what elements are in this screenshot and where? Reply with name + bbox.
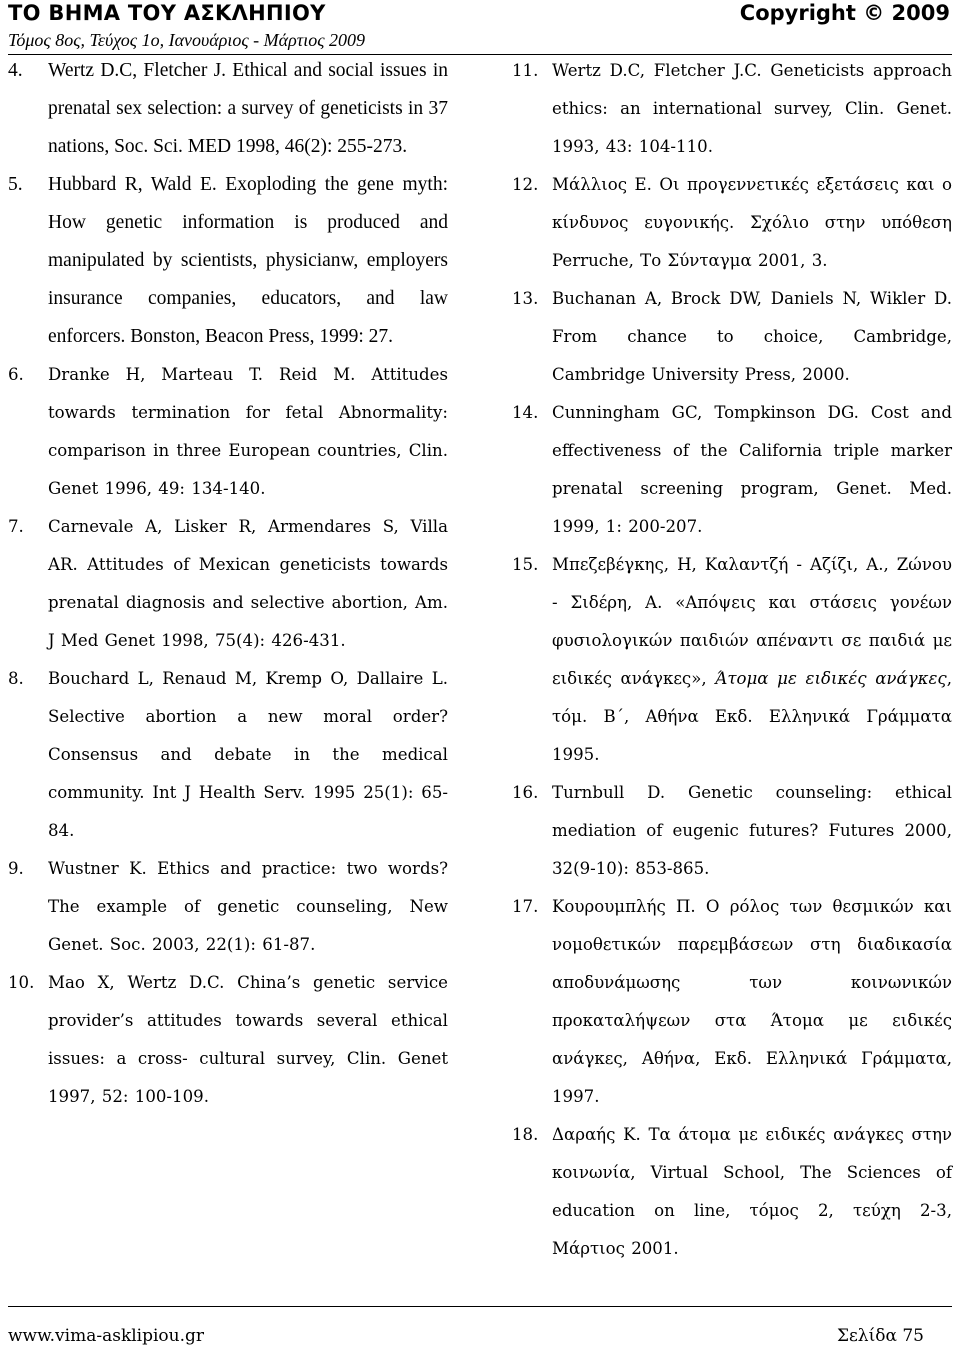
journal-title: ΤΟ ΒΗΜΑ ΤΟΥ ΑΣΚΛΗΠΙΟΥ <box>8 1 326 25</box>
reference-text-part: Μπεζεβέγκης, Η, Καλαντζή - Αζίζι, Α., Ζώνου - Σιδέρη, Α. «Απόψεις και στάσεις γονέων φυσιολογικών παιδιών απέναντι σε παιδιά με ειδικές ανάγκες», <box>552 555 952 688</box>
reference-item <box>512 888 952 1116</box>
reference-text: Δαραής Κ. Τα άτομα με ειδικές ανάγκες στην κοινωνία, Virtual School, The Sciences of education on line, τόμος 2, τεύχη 2-3, Μάρτιος 2001. <box>552 1125 952 1258</box>
reference-item <box>512 1116 952 1268</box>
reference-number: 5. <box>8 174 23 195</box>
footer-page-number: Σελίδα 75 <box>836 1326 924 1346</box>
reference-item <box>512 52 952 166</box>
reference-number: 16. <box>512 783 539 802</box>
reference-text: Κουρουμπλής Π. Ο ρόλος των θεσμικών και νομοθετικών παρεμβάσεων στη διαδικασία αποδυνάμωσης των κοινωνικών προκαταλήψεων στα Άτομα με ειδικές ανάγκες, Αθήνα, Εκδ. Ελληνικά Γράμματα, 1997. <box>552 897 952 1106</box>
reference-text: Wertz D.C, Fletcher J.C. Geneticists approach ethics: an international survey, Clin. Genet. 1993, 43: 104-110. <box>552 61 952 156</box>
reference-number: 11. <box>512 61 539 80</box>
references-left-column <box>8 52 448 1116</box>
reference-item <box>8 52 448 166</box>
reference-number: 18. <box>512 1125 539 1144</box>
reference-text: Carnevale A, Lisker R, Armendares S, Villa AR. Attitudes of Mexican geneticists towards prenatal diagnosis and selective abortion, Am. J Med Genet 1998, 75(4): 426-431. <box>48 517 448 650</box>
reference-item <box>8 964 448 1116</box>
reference-text: Buchanan A, Brock DW, Daniels N, Wikler D. From chance to choice, Cambridge, Cambridge University Press, 2000. <box>552 289 952 384</box>
issue-line: Τόμος 8ος, Τεύχος 1ο, Ιανουάριος - Μάρτιος 2009 <box>8 30 366 50</box>
references-right-column <box>512 52 952 1268</box>
reference-item <box>8 508 448 660</box>
footer-website-link[interactable]: www.vima-asklipiou.gr <box>8 1326 205 1346</box>
reference-number: 4. <box>8 60 23 81</box>
reference-item <box>512 546 952 774</box>
reference-text: Cunningham GC, Tompkinson DG. Cost and effectiveness of the California triple marker prenatal screening program, Genet. Med. 1999, 1: 200-207. <box>552 403 952 536</box>
reference-text-part: , τόμ. Β΄, Αθήνα Εκδ. Ελληνικά Γράμματα 1995. <box>552 669 952 764</box>
reference-item <box>512 394 952 546</box>
reference-text: Bouchard L, Renaud M, Kremp O, Dallaire L. Selective abortion a new moral order? Consensus and debate in the medical community. Int J Health Serv. 1995 25(1): 65-84. <box>48 669 448 840</box>
reference-item <box>8 166 448 356</box>
reference-item <box>512 166 952 280</box>
reference-text: Turnbull D. Genetic counseling: ethical mediation of eugenic futures? Futures 2000, 32(9-10): 853-865. <box>552 783 952 878</box>
reference-italic-title: Άτομα με ειδικές ανάγκες <box>715 669 947 688</box>
reference-number: 8. <box>8 669 24 688</box>
reference-item <box>8 660 448 850</box>
reference-number: 7. <box>8 517 24 536</box>
reference-text: Wustner K. Ethics and practice: two words? The example of genetic counseling, New Genet. Soc. 2003, 22(1): 61-87. <box>48 859 448 954</box>
reference-item <box>512 280 952 394</box>
reference-text: Mao X, Wertz D.C. China’s genetic service provider’s attitudes towards several ethical issues: a cross- cultural survey, Clin. Genet 1997, 52: 100-109. <box>48 973 448 1106</box>
footer-divider <box>8 1306 952 1307</box>
reference-item <box>8 850 448 964</box>
reference-number: 10. <box>8 973 35 992</box>
reference-text: Μάλλιος Ε. Οι προγεννετικές εξετάσεις και ο κίνδυνος ευγονικής. Σχόλιο στην υπόθεση Perruche, Το Σύνταγμα 2001, 3. <box>552 175 952 270</box>
reference-text: Hubbard R, Wald E. Exoploding the gene myth: How genetic information is produced and manipulated by scientists, physicianw, employers insurance companies, educators, and law enforcers. Bonston, Beacon Press, 1999: 27. <box>48 174 448 347</box>
reference-item <box>512 774 952 888</box>
reference-number: 13. <box>512 289 539 308</box>
copyright-notice: Copyright © 2009 <box>739 1 950 25</box>
reference-number: 14. <box>512 403 539 422</box>
page-header <box>8 0 952 56</box>
reference-number: 6. <box>8 365 24 384</box>
reference-number: 15. <box>512 555 539 574</box>
reference-item <box>8 356 448 508</box>
reference-text <box>552 546 952 774</box>
reference-number: 17. <box>512 897 539 916</box>
reference-text: Dranke H, Marteau T. Reid M. Attitudes towards termination for fetal Abnormality: comparison in three European countries, Clin. Genet 1996, 49: 134-140. <box>48 365 448 498</box>
reference-number: 12. <box>512 175 539 194</box>
reference-number: 9. <box>8 859 24 878</box>
reference-text: Wertz D.C, Fletcher J. Ethical and social issues in prenatal sex selection: a survey of geneticists in 37 nations, Soc. Sci. MED 1998, 46(2): 255-273. <box>48 60 448 157</box>
